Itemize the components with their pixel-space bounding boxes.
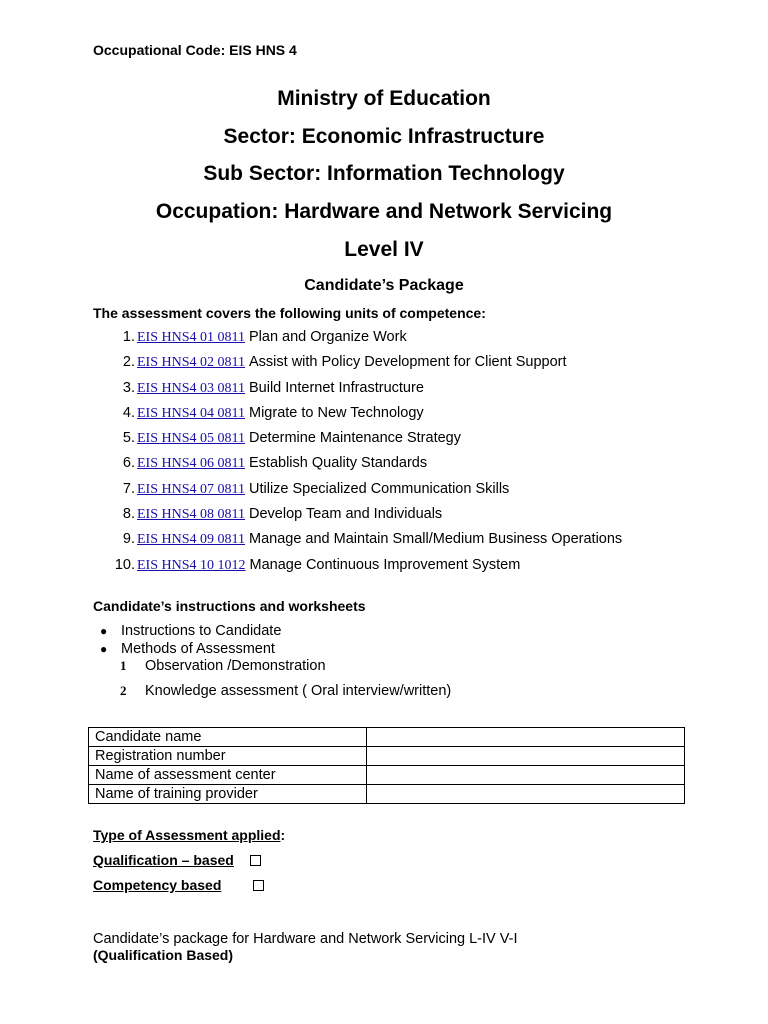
level-title: Level IV [344, 238, 424, 261]
candidate-info-table [88, 727, 685, 804]
footer-subline: (Qualification Based) [93, 947, 234, 963]
training-provider-field[interactable] [367, 785, 685, 804]
bullet-dot-icon: ● [100, 624, 108, 638]
unit-code-link[interactable]: EIS HNS4 07 0811 [137, 481, 245, 497]
qualification-based-checkbox[interactable] [250, 855, 261, 866]
assessment-type-heading [93, 827, 285, 843]
unit-name: Manage Continuous Improvement System [249, 556, 521, 573]
competency-based-label: Competency based [93, 877, 222, 893]
table-row [89, 785, 685, 804]
qualification-based-label: Qualification – based [93, 852, 234, 868]
sub-sector-title: Sub Sector: Information Technology [203, 162, 565, 185]
unit-number: 2. [122, 354, 135, 371]
unit-item [93, 455, 733, 480]
unit-name: Determine Maintenance Strategy [249, 430, 461, 447]
training-provider-label: Name of training provider [89, 785, 367, 804]
unit-number: 9. [122, 531, 135, 548]
unit-code-link[interactable]: EIS HNS4 10 1012 [137, 557, 246, 573]
table-row [89, 747, 685, 766]
bullet-text: Methods of Assessment [121, 641, 275, 657]
unit-name: Assist with Policy Development for Client Support [249, 354, 567, 371]
method-text: Observation /Demonstration [145, 658, 326, 674]
unit-number: 8. [122, 506, 135, 523]
table-row [89, 728, 685, 747]
method-item [120, 683, 451, 708]
unit-item [93, 430, 733, 455]
unit-name: Utilize Specialized Communication Skills [249, 480, 510, 497]
unit-number: 5. [122, 430, 135, 447]
unit-code-link[interactable]: EIS HNS4 01 0811 [137, 330, 245, 345]
unit-item [93, 531, 733, 556]
unit-item [93, 481, 733, 506]
unit-item [93, 329, 733, 354]
package-title: Candidate’s Package [304, 277, 464, 294]
bullet-item [100, 641, 281, 659]
unit-name: Establish Quality Standards [249, 455, 428, 472]
assessment-type-heading-colon: : [280, 827, 286, 843]
unit-number: 3. [122, 379, 135, 396]
unit-name: Migrate to New Technology [249, 404, 424, 421]
competency-based-checkbox[interactable] [253, 880, 264, 891]
unit-code-link[interactable]: EIS HNS4 04 0811 [137, 405, 245, 421]
competency-based-option[interactable] [93, 877, 264, 893]
bullet-item [100, 623, 281, 641]
assessment-center-field[interactable] [367, 766, 685, 785]
unit-code-link[interactable]: EIS HNS4 03 0811 [137, 380, 245, 396]
registration-number-field[interactable] [367, 747, 685, 766]
unit-code-link[interactable]: EIS HNS4 08 0811 [137, 507, 245, 523]
candidate-name-label: Candidate name [89, 728, 367, 747]
unit-number: 4. [122, 404, 135, 421]
unit-number: 10. [114, 556, 135, 573]
unit-code-link[interactable]: EIS HNS4 09 0811 [137, 532, 245, 548]
unit-item [93, 557, 733, 582]
unit-item [93, 405, 733, 430]
bullet-text: Instructions to Candidate [121, 623, 282, 639]
units-heading: The assessment covers the following units of competence: [93, 305, 486, 321]
instructions-heading: Candidate’s instructions and worksheets [93, 598, 366, 614]
instructions-bullet-list [100, 623, 281, 659]
occupational-code: Occupational Code: EIS HNS 4 [93, 42, 297, 58]
method-item [120, 658, 451, 683]
method-text: Knowledge assessment ( Oral interview/written) [145, 683, 452, 699]
assessment-type-heading-text: Type of Assessment applied [93, 827, 281, 843]
units-list [93, 329, 733, 582]
registration-number-label: Registration number [89, 747, 367, 766]
ministry-title: Ministry of Education [277, 87, 491, 110]
unit-name: Develop Team and Individuals [249, 506, 443, 523]
bullet-dot-icon: ● [100, 642, 108, 656]
qualification-based-option[interactable] [93, 852, 261, 868]
unit-code-link[interactable]: EIS HNS4 06 0811 [137, 456, 245, 472]
assessment-center-label: Name of assessment center [89, 766, 367, 785]
method-number: 2 [120, 683, 127, 698]
unit-code-link[interactable]: EIS HNS4 05 0811 [137, 431, 245, 447]
unit-item [93, 354, 733, 379]
occupation-title: Occupation: Hardware and Network Servicing [155, 200, 613, 223]
unit-number: 6. [122, 455, 135, 472]
sector-title: Sector: Economic Infrastructure [223, 125, 545, 148]
method-number: 1 [120, 658, 127, 673]
unit-name: Build Internet Infrastructure [249, 379, 424, 396]
methods-list [120, 658, 451, 708]
footer-line: Candidate’s package for Hardware and Network Servicing L-IV V-I [93, 931, 518, 947]
table-row [89, 766, 685, 785]
unit-name: Plan and Organize Work [249, 329, 407, 345]
unit-code-link[interactable]: EIS HNS4 02 0811 [137, 355, 245, 371]
unit-item [93, 380, 733, 405]
candidate-name-field[interactable] [367, 728, 685, 747]
unit-item [93, 506, 733, 531]
unit-number: 7. [122, 480, 135, 497]
unit-number: 1. [122, 329, 135, 345]
unit-name: Manage and Maintain Small/Medium Business Operations [249, 531, 623, 548]
